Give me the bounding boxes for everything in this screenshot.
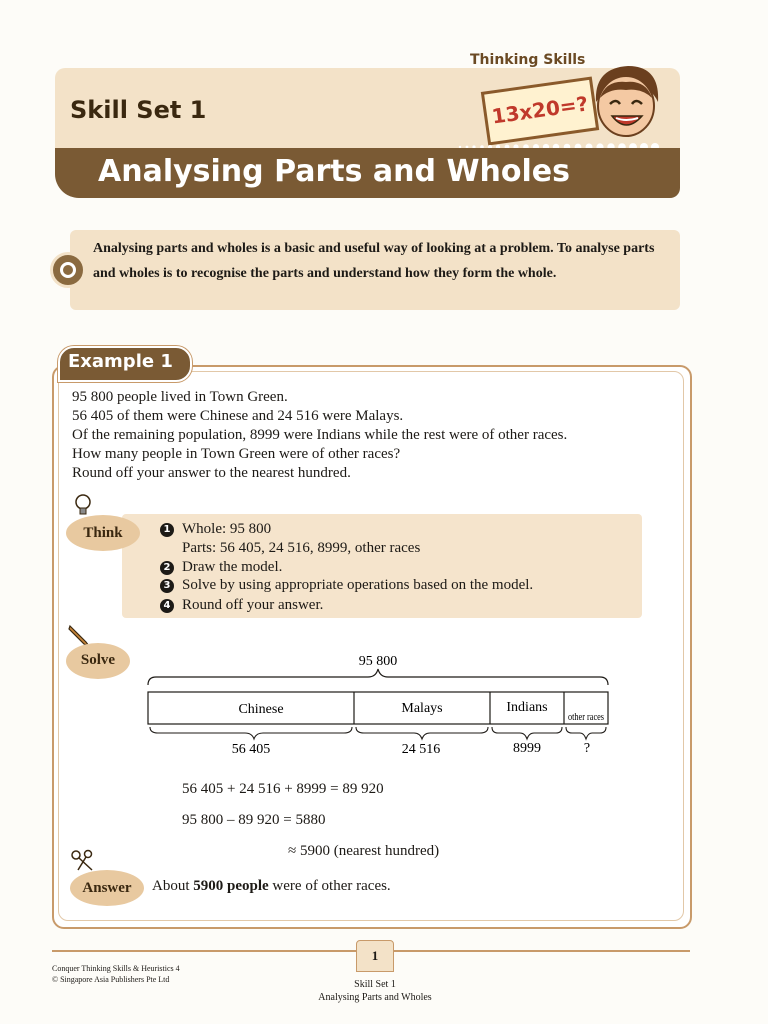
segment-label: other races: [568, 711, 604, 723]
page-number: 1: [356, 940, 394, 972]
footer-credits: [52, 963, 180, 985]
footer-section-line: Skill Set 1: [354, 979, 396, 990]
equation-line: 56 405 + 24 516 + 8999 = 89 920: [182, 781, 384, 797]
segment-value: 24 516: [401, 742, 441, 757]
answer-badge: Answer: [70, 870, 144, 906]
segment-label: Malays: [401, 701, 443, 716]
equation-line: 95 800 – 89 920 = 5880: [182, 812, 326, 828]
math-sign: 13x20=?: [481, 76, 599, 145]
lightbulb-icon: [73, 494, 93, 516]
problem-line: 56 405 of them were Chinese and 24 516 were Malays.: [72, 408, 404, 424]
think-step: [160, 577, 533, 594]
step-number: 2: [160, 561, 174, 575]
problem-line: 95 800 people lived in Town Green.: [72, 389, 288, 405]
book-title: Conquer Thinking Skills & Heuristics 4: [52, 964, 180, 973]
answer-text: [152, 878, 391, 895]
skill-set-label: Skill Set 1: [70, 96, 207, 124]
think-badge: Think: [66, 515, 140, 551]
answer-prefix: About: [152, 878, 194, 894]
whole-label: 95 800: [358, 655, 398, 669]
step-number: 4: [160, 599, 174, 613]
step-number: 1: [160, 523, 174, 537]
solve-badge: Solve: [66, 643, 130, 679]
step-text: Draw the model.: [182, 559, 283, 575]
step-text: Solve by using appropriate operations based on the model.: [182, 577, 534, 593]
step-text: Parts: 56 405, 24 516, 8999, other races: [182, 540, 421, 556]
footer-section: [280, 978, 470, 1004]
problem-line: How many people in Town Green were of other races?: [72, 446, 401, 462]
page-title: Analysing Parts and Wholes: [98, 154, 571, 189]
think-step: [160, 521, 271, 538]
equation-line: ≈ 5900 (nearest hundred): [288, 843, 440, 859]
think-step: [160, 597, 323, 614]
think-step: [182, 540, 420, 557]
step-text: Whole: 95 800: [182, 521, 272, 537]
publisher: © Singapore Asia Publishers Pte Ltd: [52, 975, 170, 984]
footer-section-line: Analysing Parts and Wholes: [318, 992, 432, 1003]
step-number: 3: [160, 579, 174, 593]
segment-label: Indians: [506, 700, 548, 715]
intro-text: Analysing parts and wholes is a basic and useful way of looking at a problem. To analyse parts and wholes is to recognise the parts and understand how they form the whole.: [93, 241, 655, 281]
example-label: Example 1: [68, 351, 173, 372]
step-text: Round off your answer.: [182, 597, 324, 613]
bar-model-diagram: [140, 655, 620, 765]
target-icon: [50, 252, 86, 288]
whole-brace: [148, 669, 608, 685]
answer-suffix: were of other races.: [268, 878, 391, 894]
segment-value: 56 405: [231, 742, 271, 757]
think-step: [160, 559, 282, 576]
segment-label: Chinese: [238, 702, 284, 717]
mascot-illustration: [586, 58, 666, 142]
answer-bold: 5900 people: [193, 878, 269, 894]
problem-line: Of the remaining population, 8999 were Indians while the rest were of other races.: [72, 427, 568, 443]
segment-value: ?: [583, 741, 591, 756]
segment-value: 8999: [513, 741, 541, 756]
problem-line: Round off your answer to the nearest hundred.: [72, 465, 351, 481]
category-label: Thinking Skills: [470, 52, 586, 68]
